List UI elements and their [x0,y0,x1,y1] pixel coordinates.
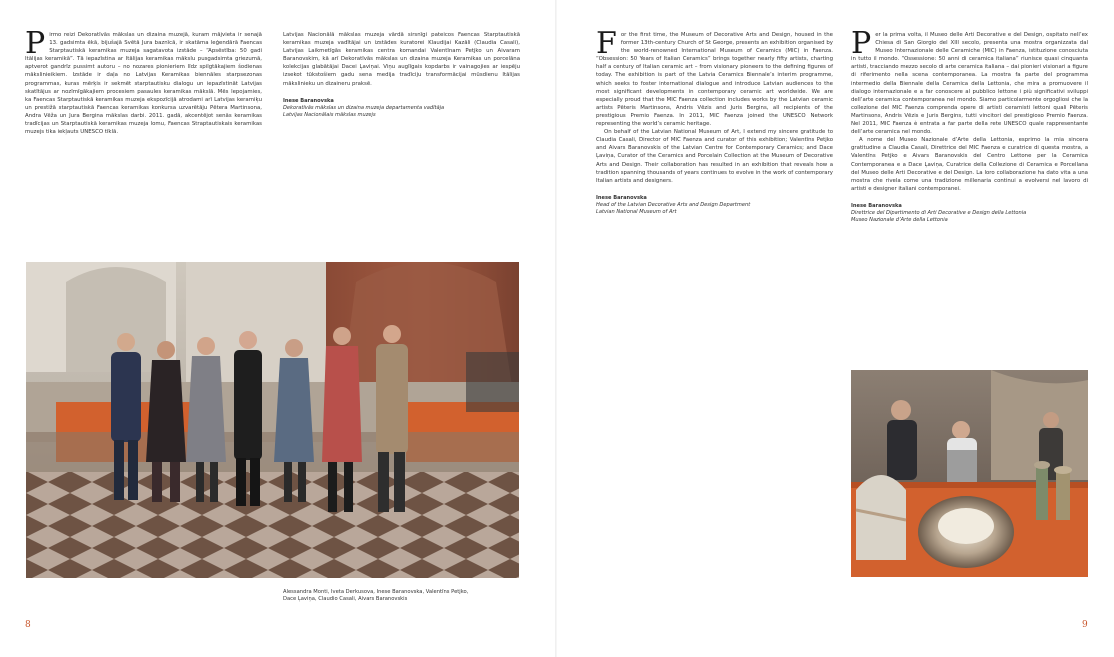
italian-paragraph-1: er la prima volta, il Museo delle Arti Decorative e del Design, ospitato nell’ex Chiesa di San Giorgio del XIII secolo, presenta una mostra organizzata dal Museo Internazionale delle Ceramiche (MIC) in Faenza, istituzione conosciuta in tutto il mondo. “Ossessione: 50 anni di ceramica italiana” riunisce quasi cinquanta artisti, tracciando mezzo secolo di arte ceramica italiana – dai pionieri visionari a figure di riferimento nella scena contemporanea. La mostra fa parte del programma intermedio della Biennale della Ceramica della Lettonia, che mira a promuovere il dialogo internazionale e a far conoscere al pubblico lettone i più significativi sviluppi dell’arte ceramica contemporanea nel mondo. Siamo particolarmente orgogliosi che la collezione del MIC Faenza comprenda opere di artisti ceramisti lettoni quali Pēteris Martinsons, Andris Vēzis e Juris Bergins, tutti vincitori del prestigioso Premio Faenza. Nel 2011, MIC Faenza è entrata a far parte della rete UNESCO quale rappresentante dell’arte ceramica nel mondo. [851,32,1088,136]
right-page [557,0,1114,657]
english-paragraph-2: On behalf of the Latvian National Museum of Art, I extend my sincere gratitude to Claudia Casali, Director of MIC Faenza and curator of this exhibition; Valentīns Petjko and Aivars Baranovskis of the Latvian Centre for Contemporary Ceramics; and Dace Ļaviņa, Curator of the Ceramics and Porcelain Collection at the Museum of Decorative Arts and Design. Their collaboration has resulted in an exhibition that reveals how a tradition spanning thousands of years continues to evolve in the work of contemporary Italian artists and designers. [596,129,833,184]
signature-name: Inese Baranovska [596,194,647,201]
group-photo [26,262,519,578]
signature-name: Inese Baranovska [851,202,902,209]
latvian-paragraph-1: irmo reizi Dekoratīvās mākslas un dizaina muzejā, kuram mājvieta ir senajā 13. gadsimta ēkā, bijušajā Svētā Jura baznīcā, ir skatāma leģendārā Faencas Starptautiskā keramikas muzeja sagatavota izstāde – “Apsēstība: 50 gadi Itālijas keramikā”. Tā iepazīstina ar Itālijas keramikas mākslu pusgadsimta griezumā, aptverot gandrīz pussimt autoru – no nozares pionieriem līdz spilgtākajiem šodienas mākslinieikiem. Izstāde ir daļa no Latvijas Keramikas biennāles starpsezonas programmas, kuras mērķis ir sekmēt starptautisku dialogu un iepazīstināt Latvijas skatītājus ar nozīmīgākajiem procesiem pasaules keramikas mākslā. Mēs lepojamies, ka Faencas Starptautiskā keramikas muzeja ekspozīcijā atrodami arī Latvijas keramiķu un prestižā starptautiskā Faencas keramikas konkursa uzvarētāju Pētera Martinsona, Andra Vēža un Jura Berginа mākslas darbi. 2011. gadā, akcentējot senās keramikas tradīcijas un Starptautiskā keramikas muzeja lomu, Faencas Straptautiskais keramikas muzejs tika iekļauts UNESCO tīklā. [25,32,262,136]
signature-institution: Latvijas Nacionālais mākslas muzejs [283,112,376,119]
signature-role: Head of the Latvian Decorative Arts and Design Department [596,201,751,208]
signature-role: Dekoratīvās mākslas un dizaina muzeja departamenta vadītāja [283,104,445,111]
english-paragraph-1: or the first time, the Museum of Decorative Arts and Design, housed in the former 13th-century Church of St George, presents an exhibition organised by the world-renowned International Museum of Ceramics (MIC) in Faenza. “Obsession: 50 Years of Italian Ceramics” brings together nearly fifty artists, charting half a century of Italian ceramic art – from visionary pioneers to the defining figures of today. The exhibition is part of the Latvia Ceramics Biennale’s interim programme, which seeks to foster international dialogue and introduce Latvian audiences to the most significant developments in contemporary ceramic art worldwide. We are especially proud that the MIC Faenza collection includes works by the Latvian ceramic artists Pēteris Martinsons, Andris Vēzis and Juris Bergins, all recipients of the prestigious Premio Faenza. In 2011, MIC Faenza joined the UNESCO Network representing the world’s ceramic heritage. [596,32,833,128]
drop-cap: P [25,26,46,61]
group-photo-image [26,262,519,578]
signature-block [283,98,520,120]
signature-institution: Latvian National Museum of Art [596,209,677,216]
latvian-thanks-column [283,31,520,119]
signature-name: Inese Baranovska [283,97,334,104]
italian-column [851,26,1088,224]
english-column [596,26,833,216]
latvian-paragraph-2: Latvijas Nacionālā mākslas muzeja vārdā sirsnīgi pateicos Faencas Starptautiskā keramikas muzeja vadītājai un izstādes kuratorei Klaudijai Kazāli (Claudia Casali), Latvijas Laikmetīgās keramikas centra komandai Valentīnam Petjko un Aivaram Baranovskim, kā arī Dekoratīvās mākslas un dizaina muzeja Keramikas un porcelāna kolekcijas glabātājai Dacei Ļaviņai. Viņu auglīgais kopdarbs ir vainagojies ar iespēju izsekot tūkstošiem gadu sena medija tradīciju transformācijai mūsdienu Itālijas mākslinieku un dizaineru praksē. [283,32,520,87]
signature-institution: Museo Nazionale d’Arte della Lettonia [851,217,948,224]
signature-block [596,195,833,217]
drop-cap: F [596,26,617,61]
signature-block [851,203,1088,225]
photo-caption-line-2: Dace Ļaviņa, Claudio Casali, Aivars Baranovskis [283,596,408,603]
page-number-right: 9 [1082,620,1088,630]
photo-caption-line-1: Alessandra Monti, Iveta Derkusova, Inese Baranovska, Valentīns Petjko, [283,589,469,595]
exhibition-photo-image [851,370,1088,577]
photo-caption [283,589,523,604]
latvian-intro-column [25,26,262,136]
italian-paragraph-2: A nome del Museo Nazionale d’Arte della Lettonia, esprimo la mia sincera gratitudine a Claudia Casali, Direttrice del MIC Faenza e curatrice di questa mostra, a Valentīns Petjko e Aivars Baranovskis del Centro Lettone per la Ceramica Contemporanea e a Dace Ļaviņa, Curatrice della Collezione di Ceramica e Porcellana del Museo delle Arti Decorative e del Design. La loro collaborazione ha dato vita a una mostra che rivela come una tradizione millenaria continui a evolversi nel lavoro di artisti e designer italiani contemporanei. [851,137,1088,192]
drop-cap: P [851,26,872,61]
exhibition-photo [851,370,1088,577]
signature-role: Direttrice del Dipartimento di Arti Decorative e Design della Lettonia [851,210,1027,217]
page-number-left: 8 [25,620,31,630]
